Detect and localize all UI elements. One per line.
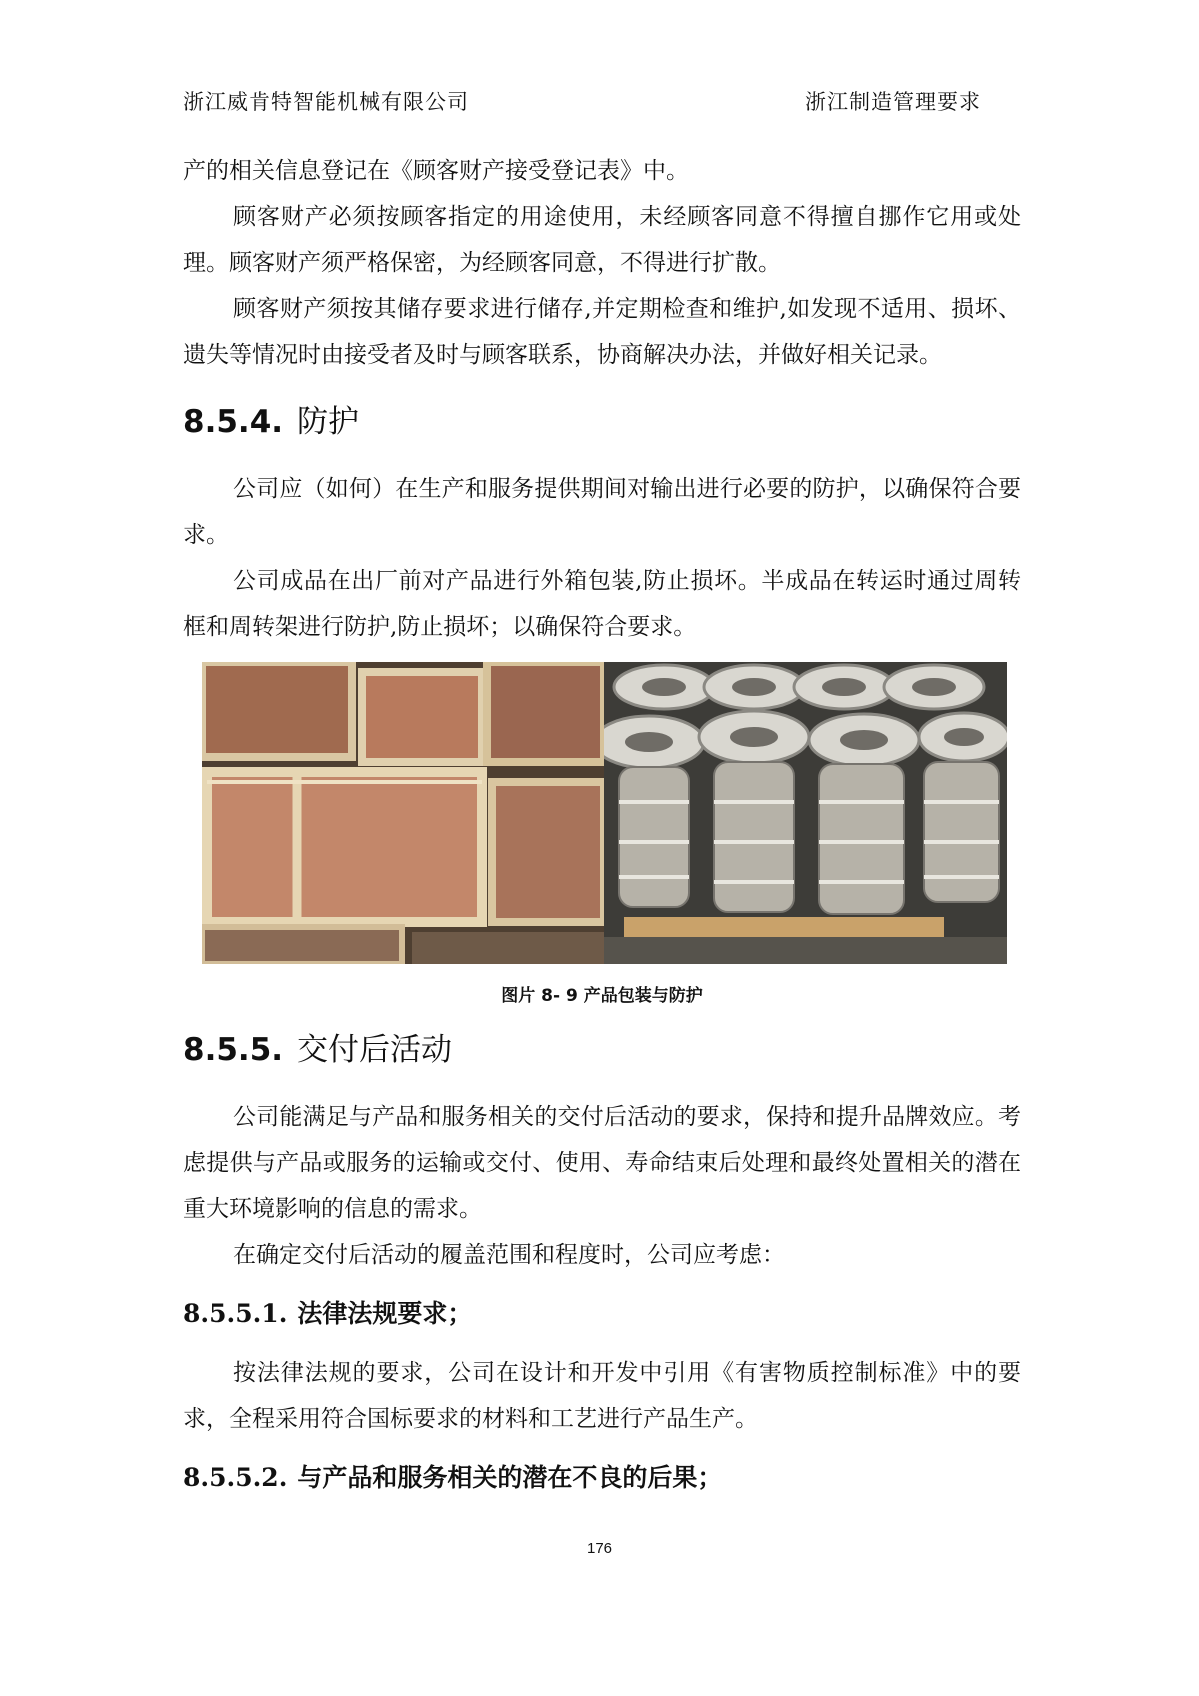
paragraph: 公司成品在出厂前对产品进行外箱包装,防止损坏。半成品在转运时通过周转框和周转架进行防护,防止损坏；以确保符合要求。 <box>183 568 1021 640</box>
subsection-number: 8.5.5.1. <box>183 1299 288 1328</box>
paragraph: 在确定交付后活动的履盖范围和程度时，公司应考虑： <box>233 1242 785 1268</box>
paragraph: 顾客财产须按其储存要求进行储存,并定期检查和维护,如发现不适用、损坏、遗失等情况时由接受者及时与顾客联系，协商解决办法，并做好相关记录。 <box>183 296 1021 368</box>
section-title: 交付后活动 <box>297 1032 453 1068</box>
page-number: 176 <box>586 1540 613 1557</box>
section-number: 8.5.4. <box>183 404 284 440</box>
header-doc-title: 浙江制造管理要求 <box>805 90 981 114</box>
paragraph: 产的相关信息登记在《顾客财产接受登记表》中。 <box>183 158 689 184</box>
section-number: 8.5.5. <box>183 1032 284 1068</box>
section-title: 防护 <box>297 404 360 440</box>
paragraph: 公司能满足与产品和服务相关的交付后活动的要求，保持和提升品牌效应。考虑提供与产品或服务的运输或交付、使用、寿命结束后处理和最终处置相关的潜在重大环境影响的信息的需求。 <box>183 1104 1021 1222</box>
figure-caption: 图片 8- 9 产品包装与防护 <box>501 986 703 1006</box>
subsection-title: 法律法规要求； <box>297 1299 473 1328</box>
subsection-heading-8-5-5-2 <box>183 1456 1021 1500</box>
subsection-heading-8-5-5-1 <box>183 1292 1021 1336</box>
section-heading-8-5-4 <box>183 400 1021 444</box>
subsection-title: 与产品和服务相关的潜在不良的后果； <box>297 1463 723 1492</box>
steel-flanges-photo <box>604 662 1007 964</box>
paragraph: 顾客财产必须按顾客指定的用途使用，未经顾客同意不得擅自挪作它用或处理。顾客财产须严格保密，为经顾客同意，不得进行扩散。 <box>183 204 1021 276</box>
wooden-crates-photo <box>202 662 604 964</box>
figure-packaging-protection <box>202 662 1007 964</box>
page-content <box>183 148 1021 1514</box>
paragraph: 公司应（如何）在生产和服务提供期间对输出进行必要的防护，以确保符合要求。 <box>183 476 1021 548</box>
section-heading-8-5-5 <box>183 1028 1021 1072</box>
header-company: 浙江威肯特智能机械有限公司 <box>183 90 469 114</box>
subsection-number: 8.5.5.2. <box>183 1463 288 1492</box>
paragraph: 按法律法规的要求，公司在设计和开发中引用《有害物质控制标准》中的要求，全程采用符合国标要求的材料和工艺进行产品生产。 <box>183 1360 1021 1432</box>
